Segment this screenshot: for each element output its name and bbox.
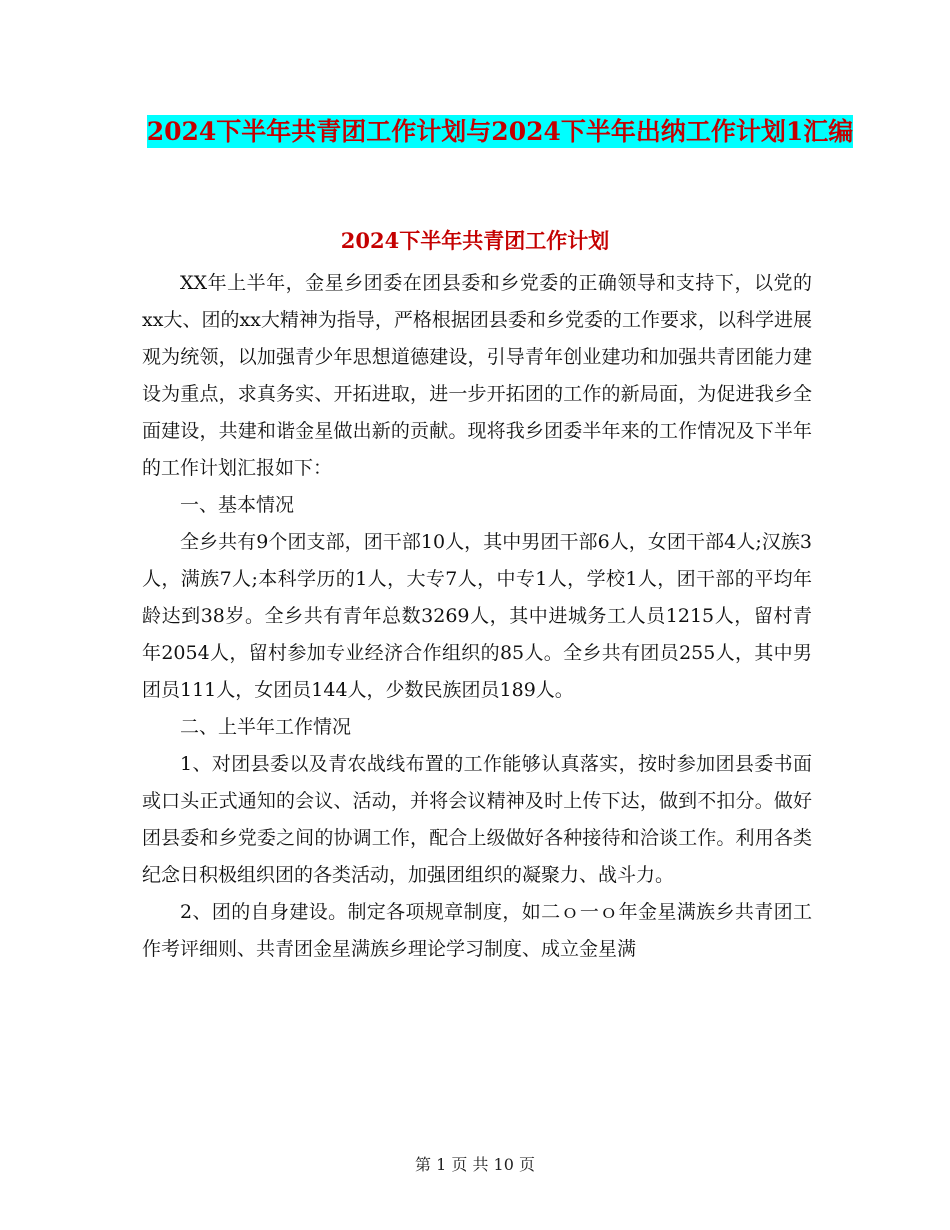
document-body — [142, 265, 812, 968]
heading-basic-situation: 一、基本情况 — [180, 494, 295, 516]
page-footer: 第 1 页 共 10 页 — [415, 1155, 535, 1174]
paragraph-work-item-1: 1、对团县委以及青农战线布置的工作能够认真落实，按时参加团县委书面或口头正式通知的会议、活动，并将会议精神及时上传下达，做到不扣分。做好团县委和乡党委之间的协调工作，配合上级做好各种接待和洽谈工作。利用各类纪念日积极组织团的各类活动，加强团组织的凝聚力、战斗力。 — [142, 753, 812, 886]
paragraph-work-item-2: 2、团的自身建设。制定各项规章制度，如二ｏ一ｏ年金星满族乡共青团工作考评细则、共青团金星满族乡理论学习制度、成立金星满 — [142, 901, 812, 960]
document-title — [120, 112, 880, 152]
paragraph-intro: XX年上半年，金星乡团委在团县委和乡党委的正确领导和支持下，以党的xx大、团的xx大精神为指导，严格根据团县委和乡党委的工作要求，以科学进展观为统领，以加强青少年思想道德建设，引导青年创业建功和加强共青团能力建设为重点，求真务实、开拓进取，进一步开拓团的工作的新局面，为促进我乡全面建设，共建和谐金星做出新的贡献。现将我乡团委半年来的工作情况及下半年的工作计划汇报如下： — [142, 272, 812, 479]
document-title-text: 2024下半年共青团工作计划与2024下半年出纳工作计划1汇编 — [146, 117, 854, 146]
paragraph-basic-situation: 全乡共有9个团支部，团干部10人，其中男团干部6人，女团干部4人;汉族3人，满族7人;本科学历的1人，大专7人，中专1人，学校1人，团干部的平均年龄达到38岁。全乡共有青年总数3269人，其中进城务工人员1215人，留村青年2054人，留村参加专业经济合作组织的85人。全乡共有团员255人，其中男团员111人，女团员144人，少数民族团员189人。 — [142, 531, 812, 701]
section-title: 2024下半年共青团工作计划 — [340, 228, 610, 253]
heading-first-half-work: 二、上半年工作情况 — [180, 716, 352, 738]
